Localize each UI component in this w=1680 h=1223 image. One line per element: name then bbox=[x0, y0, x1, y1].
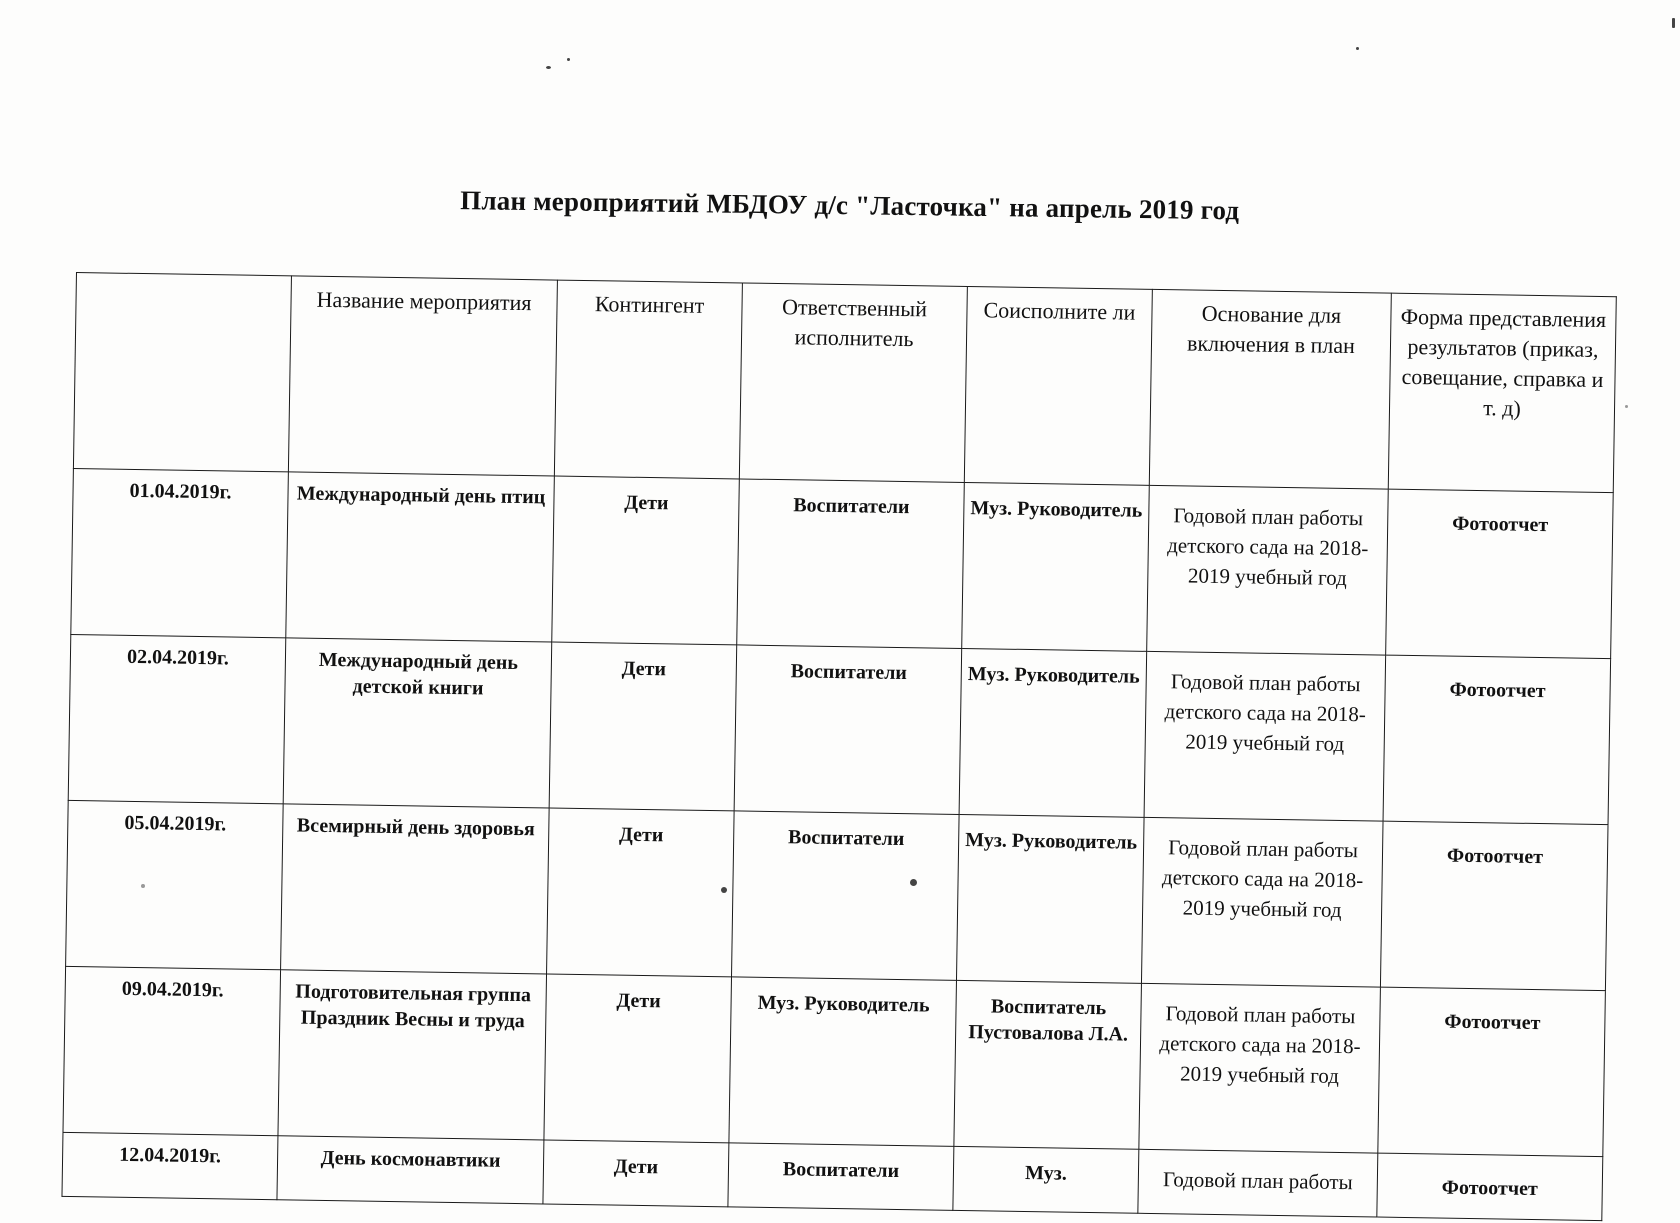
cell-contingent: Дети bbox=[543, 1140, 729, 1207]
cell-co-executors: Муз. Руководитель bbox=[956, 814, 1144, 983]
cell-date: 02.04.2019г. bbox=[68, 634, 286, 803]
cell-date: 05.04.2019г. bbox=[66, 800, 284, 969]
cell-responsible: Воспитатели bbox=[732, 811, 960, 981]
events-table-wrapper bbox=[61, 272, 1615, 1221]
scan-speck bbox=[910, 879, 917, 886]
document-title: План мероприятий МБДОУ д/с "Ласточка" на апрель 2019 год bbox=[460, 185, 1240, 226]
cell-date: 01.04.2019г. bbox=[71, 468, 289, 637]
cell-event-name bbox=[278, 970, 547, 1140]
cell-event-name bbox=[281, 804, 550, 974]
cell-date: 09.04.2019г. bbox=[63, 966, 281, 1135]
cell-contingent: Дети bbox=[552, 476, 740, 645]
cell-co-executors: Муз. bbox=[953, 1146, 1139, 1213]
header-co-executors: Соисполните ли bbox=[964, 287, 1152, 486]
table-row bbox=[63, 966, 1605, 1156]
cell-responsible: Воспитатели bbox=[728, 1143, 954, 1211]
scan-speck bbox=[1356, 47, 1359, 50]
event-name-line: Всемирный день здоровья bbox=[296, 814, 535, 841]
header-basis: Основание для включения в план bbox=[1149, 289, 1391, 489]
cell-responsible: Муз. Руководитель bbox=[729, 977, 957, 1147]
event-name-line: Международный день детской книги bbox=[318, 648, 519, 700]
event-name-line: День космонавтики bbox=[320, 1146, 501, 1172]
header-contingent: Контингент bbox=[554, 280, 742, 479]
cell-event-name bbox=[286, 472, 555, 642]
cell-result-form: Фотоотчет bbox=[1380, 821, 1608, 991]
table-row bbox=[71, 468, 1613, 658]
cell-responsible: Воспитатели bbox=[737, 479, 965, 649]
cell-date: 12.04.2019г. bbox=[62, 1132, 278, 1199]
scan-speck bbox=[141, 884, 145, 888]
table-row bbox=[66, 800, 1608, 990]
cell-basis: Годовой план работы детского сада на 2018-2019 учебный год bbox=[1139, 983, 1381, 1153]
cell-event-name bbox=[277, 1136, 544, 1204]
cell-result-form: Фотоотчет bbox=[1386, 489, 1614, 659]
event-name-line: Праздник Весны и труда bbox=[300, 1006, 525, 1033]
cell-basis: Годовой план работы детского сада на 2018-2019 учебный год bbox=[1141, 817, 1383, 987]
cell-basis: Годовой план работы bbox=[1138, 1149, 1378, 1217]
scan-speck bbox=[1672, 18, 1675, 28]
events-table bbox=[61, 272, 1616, 1221]
header-result-form: Форма представления результатов (приказ, совещание, справка и т. д) bbox=[1388, 293, 1616, 493]
scan-speck bbox=[567, 58, 570, 61]
event-name-line: Подготовительная группа bbox=[295, 980, 532, 1007]
table-header-row bbox=[73, 273, 1616, 493]
cell-co-executors: Муз. Руководитель bbox=[962, 482, 1150, 651]
cell-co-executors: Воспитатель Пустовалова Л.А. bbox=[954, 980, 1142, 1149]
header-date bbox=[73, 273, 291, 472]
header-responsible: Ответственный исполнитель bbox=[739, 283, 967, 483]
cell-result-form: Фотоотчет bbox=[1378, 987, 1606, 1157]
cell-event-name bbox=[283, 638, 552, 808]
scan-speck bbox=[721, 887, 727, 893]
cell-contingent: Дети bbox=[549, 642, 737, 811]
cell-basis: Годовой план работы детского сада на 2018-2019 учебный год bbox=[1147, 485, 1389, 655]
cell-basis: Годовой план работы детского сада на 2018-2019 учебный год bbox=[1144, 651, 1386, 821]
event-name-line: Международный день птиц bbox=[296, 482, 546, 509]
cell-result-form: Фотоотчет bbox=[1383, 655, 1611, 825]
cell-responsible: Воспитатели bbox=[734, 645, 962, 815]
cell-result-form: Фотоотчет bbox=[1377, 1153, 1603, 1221]
scan-speck bbox=[546, 66, 551, 69]
cell-contingent: Дети bbox=[547, 808, 735, 977]
cell-contingent: Дети bbox=[544, 974, 732, 1143]
table-row bbox=[68, 634, 1610, 824]
header-event-name: Название мероприятия bbox=[288, 276, 557, 476]
scan-speck bbox=[1625, 405, 1628, 408]
cell-co-executors: Муз. Руководитель bbox=[959, 648, 1147, 817]
